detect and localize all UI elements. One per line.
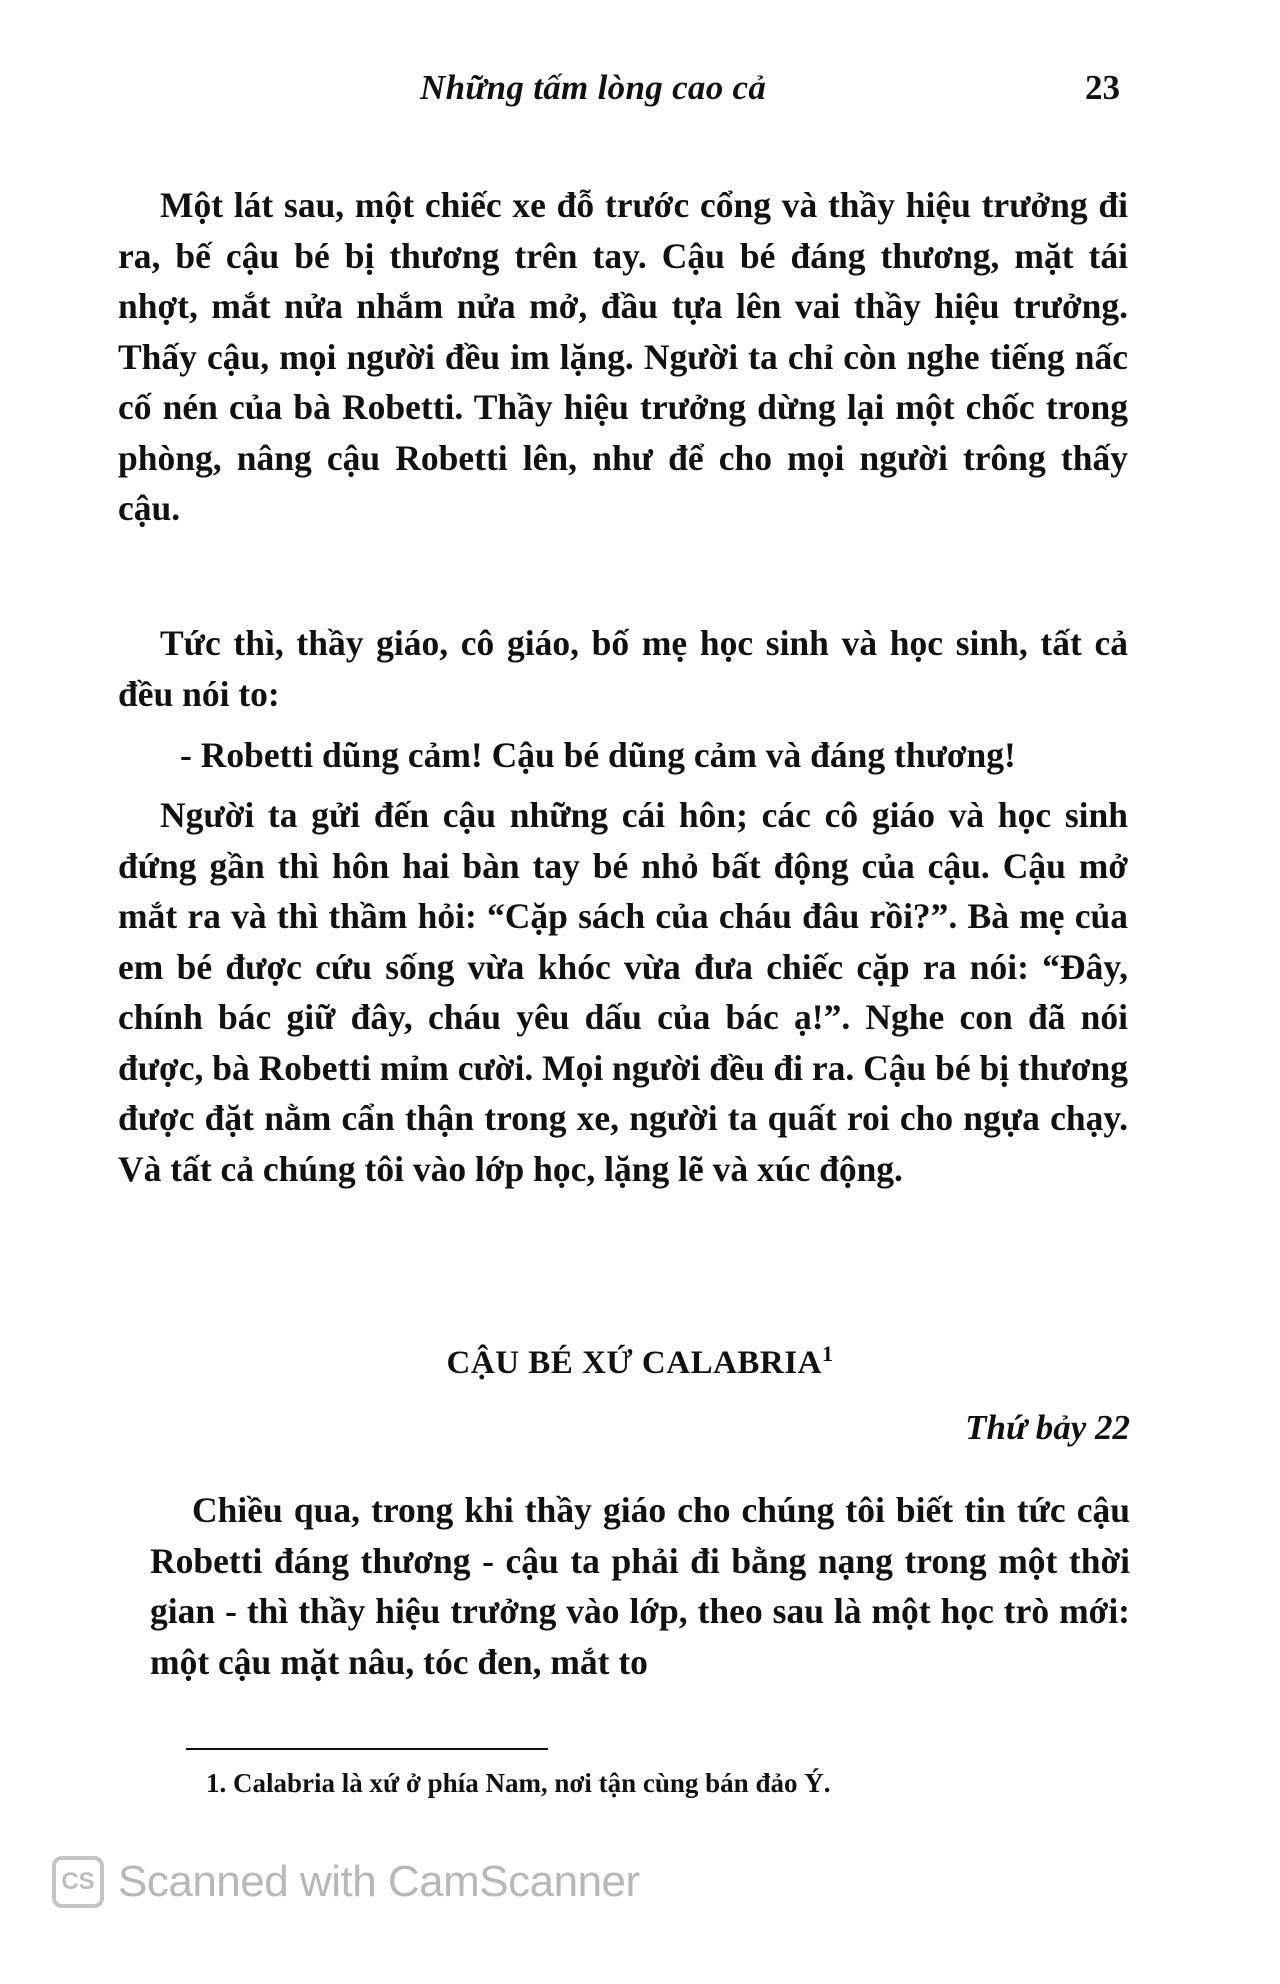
paragraph-1: Một lát sau, một chiếc xe đỗ trước cổng và thầy hiệu trưởng đi ra, bế cậu bé bị thương trên tay. Cậu bé đáng thương, mặt tái nhợt, mắt nửa nhắm nửa mở, đầu tựa lên vai thầy hiệu trưởng. Thấy cậu, mọi người đều im lặng. Người ta chỉ còn nghe tiếng nấc cố nén của bà Robetti. Thầy hiệu trưởng dừng lại một chốc trong phòng, nâng cậu Robetti lên, như để cho mọi người trông thấy cậu. [118,185,1128,528]
watermark-text: Scanned with CamScanner [118,1857,640,1906]
footnote: 1. Calabria là xứ ở phía Nam, nơi tận cùng bán đảo Ý. [206,1768,831,1798]
running-title: Những tấm lòng cao cả [420,68,767,107]
entry-date: Thứ bảy 22 [965,1408,1130,1447]
camscanner-logo-icon: CS [52,1856,104,1908]
section-title [0,1341,1280,1382]
scanner-watermark [52,1852,640,1912]
section-title-text: CẬU BÉ XỨ CALABRIA [446,1345,822,1381]
page-header [150,68,1120,118]
paragraph-3: Người ta gửi đến cậu những cái hôn; các cô giáo và học sinh đứng gần thì hôn hai bàn tay bé nhỏ bất động của cậu. Cậu mở mắt ra và thì thầm hỏi: “Cặp sách của cháu đâu rồi?”. Bà mẹ của em bé được cứu sống vừa khóc vừa đưa chiếc cặp ra nói: “Đây, chính bác giữ đây, cháu yêu dấu của bác ạ!”. Nghe con đã nói được, bà Robetti mỉm cười. Mọi người đều đi ra. Cậu bé bị thương được đặt nằm cẩn thận trong xe, người ta quất roi cho ngựa chạy. Và tất cả chúng tôi vào lớp học, lặng lẽ và xúc động. [118,795,1128,1189]
paragraph-2: Tức thì, thầy giáo, cô giáo, bố mẹ học sinh và học sinh, tất cả đều nói to: [118,623,1128,714]
footnote-divider [186,1748,548,1750]
page-number: 23 [1085,68,1120,107]
section-paragraph: Chiều qua, trong khi thầy giáo cho chúng tôi biết tin tức cậu Robetti đáng thương - cậu ta phải đi bằng nạng trong một thời gian - thì thầy hiệu trưởng vào lớp, theo sau là một học trò mới: một cậu mặt nâu, tóc đen, mắt to [150,1490,1130,1682]
footnote-marker: 1 [821,1341,834,1366]
dialogue-line: - Robetti dũng cảm! Cậu bé dũng cảm và đáng thương! [180,735,1016,775]
